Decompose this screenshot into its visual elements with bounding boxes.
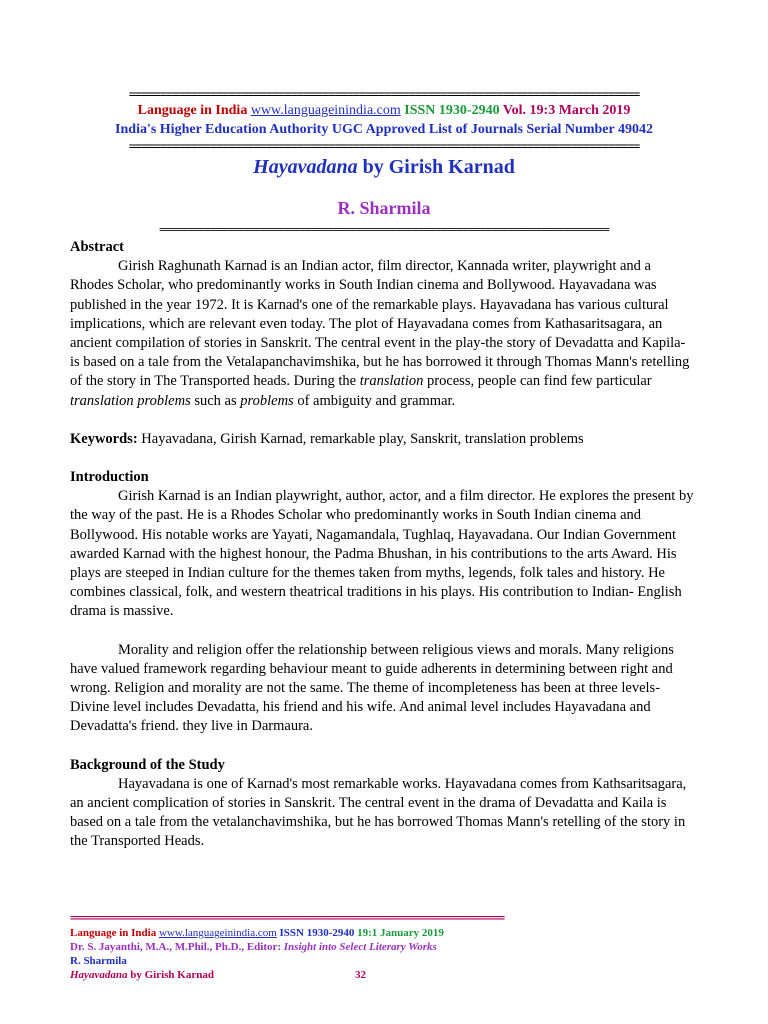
journal-url-link[interactable]: www.languageinindia.com (250, 103, 401, 118)
footer-journal-name: Language in India (70, 927, 157, 939)
article-title (0, 156, 768, 179)
journal-masthead (0, 102, 768, 120)
footer-editor-line (70, 940, 698, 954)
abstract-heading: Abstract (70, 239, 124, 255)
footer-book-title: Insight into Select Literary Works (283, 941, 437, 953)
journal-issn: ISSN 1930-2940 (404, 103, 500, 118)
abstract-paragraph (70, 257, 698, 411)
footer-title-italic: Hayavadana (70, 969, 128, 981)
journal-volume: Vol. 19:3 March 2019 (502, 103, 631, 118)
abstract-tail-f: problems (240, 392, 294, 409)
footer-editor: Dr. S. Jayanthi, M.A., M.Phil., Ph.D., Editor: (70, 941, 282, 953)
article-author: R. Sharmila (337, 198, 431, 218)
introduction-heading: Introduction (70, 469, 149, 486)
journal-name: Language in India (137, 103, 248, 118)
keywords-line (70, 430, 698, 449)
footer-volume: 19:1 January 2019 (357, 927, 444, 939)
abstract-tail-a: During the (293, 373, 357, 390)
ugc-approval-line: India's Higher Education Authority UGC Approved List of Journals Serial Number 49042 (115, 122, 653, 137)
footer-journal-url-link[interactable]: www.languageinindia.com (158, 927, 277, 939)
introduction-paragraph-1: Girish Karnad is an Indian playwright, author, actor, and a film director. He explores the present by the way of the past. He is a Rhodes Scholar who predominantly works in South Indian cinema and Bollywood. His notable works are Yayati, Nagamandala, Tughlaq, Hayavadana. Our Indian Government awarded Karnad with the highest honour, the Padma Bhushan, in his contributions to the arts Award. His plays are steeped in Indian culture for the themes taken from myths, legends, folk tales and history. He combines classical, folk, and western theatrical traditions in his plays. His contribution to Indian- English drama is massive. (70, 488, 694, 620)
abstract-tail-c: process, people can find few particular (426, 373, 652, 390)
background-paragraph: Hayavadana is one of Karnad's most remarkable works. Hayavadana comes from Kathsaritsagara, an ancient complication of stories in Sanskrit. The central event in the drama of Devadatta and Kaila is based on a tale from the vetalanchavimshika, but he has borrowed Thomas Mann's retelling of the story in the Transported Heads. (70, 775, 687, 850)
footer-author: R. Sharmila (70, 955, 127, 967)
article-body (70, 238, 698, 852)
introduction-paragraph-2: Morality and religion offer the relationship between religious views and morals. Many religions have valued framework regarding behaviour meant to guide adherents in determining between right and wrong. Religion and morality are not the same. The theme of incompleteness has been at three levels- Divine level includes Devadatta, his friend and his wife. And animal level includes Hayavadana and Devadatta's friend. they live in Darmaura. (70, 641, 674, 735)
header-rule-bottom: ================================================================================== (128, 140, 640, 152)
footer-journal-line (70, 926, 698, 940)
footer-rule: ========================================================================================== (70, 913, 504, 924)
background-heading: Background of the Study (70, 756, 225, 773)
abstract-tail-e: such as (194, 392, 237, 409)
title-rule: ================================================================================ (159, 224, 609, 236)
abstract-tail-b: translation (359, 373, 424, 390)
abstract-tail-d: translation problems (70, 392, 191, 409)
header-rule-top: ================================================================================== (128, 88, 640, 100)
footer-issn: ISSN 1930-2940 (279, 927, 355, 939)
keywords-label: Keywords: (70, 430, 138, 447)
page-number: 32 (355, 969, 366, 981)
page-footer (70, 912, 698, 982)
abstract-tail-g: of ambiguity and grammar. (297, 392, 456, 409)
keywords-text: Hayavadana, Girish Karnad, remarkable play, Sanskrit, translation problems (141, 430, 584, 447)
footer-title-line (70, 968, 698, 982)
article-title-rest: by Girish Karnad (362, 156, 515, 178)
footer-title-rest: by Girish Karnad (130, 969, 214, 981)
article-title-italic: Hayavadana (253, 156, 358, 178)
abstract-text: Girish Raghunath Karnad is an Indian actor, film director, Kannada writer, playwright and a Rhodes Scholar, who predominantly works in South Indian cinema and Bollywood. Hayavadana was published in the year 1972. It is Karnad's one of the remarkable plays. Hayavadana has various cultural implications, which are relevant even today. The plot of Hayavadana comes from Kathasaritsagara, an ancient compilation of stories in Sanskrit. The central event in the play-the story of Devadatta and Kapila- is based on a tale from the Vetalapanchavimshika, but he has borrowed it through Thomas Mann's retelling of the story in The Transported heads. (70, 258, 690, 390)
